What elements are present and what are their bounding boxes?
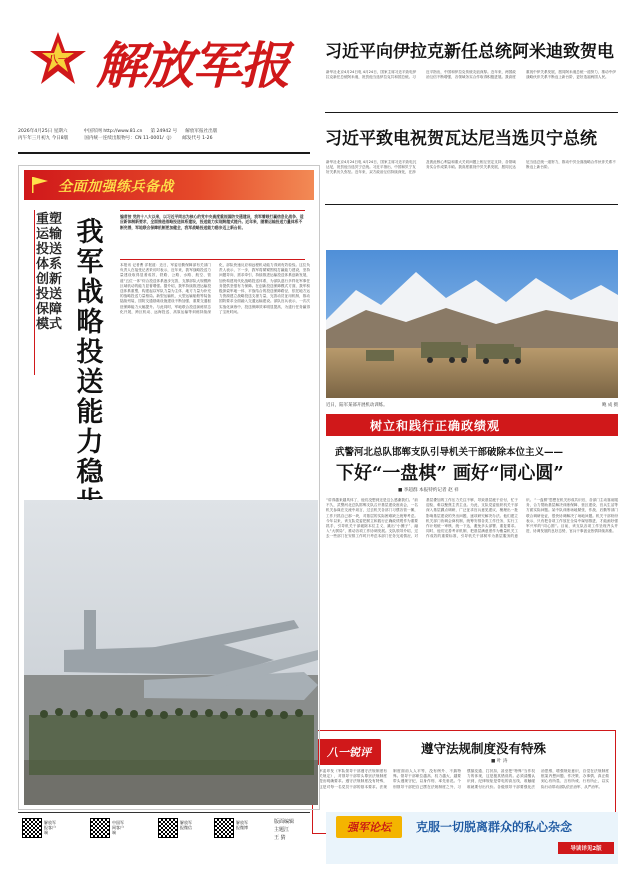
commentary-badge-text: 八一锐评 <box>327 746 371 759</box>
section-title: 树立和践行正确政绩观 <box>370 418 501 433</box>
svg-text:八一: 八一 <box>48 55 68 66</box>
footer-rule <box>18 812 310 813</box>
army-star-emblem <box>28 30 88 88</box>
forum-strip <box>326 812 618 864</box>
feature-title: 我军战略投送能力稳 <box>76 217 104 488</box>
forum-tag-text: 导读详见2版 <box>570 846 602 852</box>
masthead-rule <box>18 152 310 154</box>
story-title: 下好“一盘棋” 画好“同心圆” <box>336 463 564 484</box>
photo-mountain-convoy <box>326 250 618 398</box>
rule-1 <box>325 112 618 113</box>
commentary-title: 遵守法规制度没有特殊 <box>421 741 547 756</box>
editors <box>274 818 308 842</box>
commentary-author: ■ 叶 涛 <box>491 759 508 764</box>
commentary-body: 军委印发《军队领导干部遵守法规制度有关规定》，对领导干部带头尊崇法规制度提出明确要求。遵守法规制度没有特殊，这是对每一名党员干部的基本要求。法规制度面前人人平等，没有例外、不搞特殊。领导干部职位越高、权力越大，越要带头遵规守纪，以身作则、率先垂范。个别领导干部把自己摆在法规制度之外，习惯搞变通、打折扣，甚至把“特殊”当作权力的体现，这是极其错误的。必须清醒认识到，纪律规矩是带电的高压线，谁触碰谁就要付出代价。各级领导干部要强化法治思维，增强规矩意识，自觉在法规制度框架内想问题、作决策、办事情，真正做到心有所畏、言有所戒、行有所止，以实际行动带动部队依法治军、从严治军。 <box>319 769 609 789</box>
story-body: “讲得越来越具体了，他们没想到还是这么感谢我们。”前不久，武警河北总队邯郸支队召开基层建设座谈会，一名机关参谋在交流中坦言，过去机关各部门习惯各管一摊，工作只抓自己那一块，对基层的实际困难缺乏统筹考虑。今年以来，该支队党委把树立和践行正确政绩观作为重要抓手，引导机关干部破除本位主义，跳出“小圈子”、融入“大棋局”，推动各项工作协调发展。支队领导介绍，过去一些部门在安排工作时只考虑本部门任务完成情况，对基层叠加的工作压力关注不够，导致基层疲于应付，忙于迎检，难以聚焦主责主业。为此，支队党委组织机关干部深入基层蹲点调研，广泛征求官兵意见建议，梳理出一批影响基层建设的突出问题，逐项研究解决办法。他们建立机关部门协调会商机制，统筹安排各类工作任务，实行工作计划统一审核、统一下达，避免多头部署、重复要求。同时，他们完善考评机制，把基层满意度作为衡量机关工作成效的重要标准，引导机关干部树牢为基层服务的意识。 “一盘棋”思想在机关形成共识后，各部门主动靠前服务，合力帮助基层解决训练保障、营区建设、官兵生活等方面实际问题。某中队训练场地紧张，作战、后勤等部门联合调研论证，很快协调解决了场地问题。机关干部纷纷表示，只有把各项工作放在全局中谋划推进，才能画好强军兴军的“同心圆”。目前，该支队各项工作呈现齐头并进、协调发展的良好态势，官兵干事创业热情持续高涨。 <box>326 498 618 539</box>
photo-right-caption <box>326 402 618 408</box>
postal-code: 邮发代号 1-26 <box>182 136 213 141</box>
website: 中国军网 http://www.81.cn <box>83 129 143 134</box>
caption-text: 近日，陆军某部开展机动训练。 <box>326 403 388 408</box>
editors-label: 版面编辑 <box>274 819 295 825</box>
story-byline: ■ 李超群 本报特约记者 赵 祥 <box>398 488 459 493</box>
cn-number: 国内统一连续出版物号：CN 11-0001/（J） <box>84 136 175 141</box>
banner-title: 全面加强练兵备战 <box>58 179 174 195</box>
qr-code-app[interactable] <box>22 818 42 838</box>
forum-logo <box>336 816 402 838</box>
forum-tag[interactable] <box>558 842 614 854</box>
headline-1-body: 新华社北京4月24日电 4月24日，国家主席习近平致电伊拉克新任总统阿米迪，祝贺他当选伊拉克共和国总统。习近平指出，中国和伊拉克传统友谊深厚。近年来，两国政治互信不断增强，各领域务实合作取得积极进展。我高度重视中伊关系发展，愿同阿米迪总统一道努力，推动中伊战略伙伴关系不断迈上新台阶，更好造福两国人民。 <box>326 70 616 80</box>
publication-info <box>18 128 308 142</box>
banner-flag-icon <box>30 176 50 194</box>
headline-1: 习近平向伊拉克新任总统阿米迪致贺电 <box>325 42 614 62</box>
qr-label-weibo: 解放军报微博 <box>236 820 248 830</box>
qr-code-wechat[interactable] <box>158 818 178 838</box>
feature-subtitle: 重塑运输投送体系 创新投送保障模式 <box>35 212 62 332</box>
story-kicker: 武警河北总队邯郸支队引导机关干部破除本位主义—— <box>335 447 564 458</box>
photo-airlift <box>24 500 318 805</box>
headline-2-body: 新华社北京4月24日电 4月24日，国家主席习近平致电瓦达尼，祝贺他当选贝宁总统。习近平指出，中国和贝宁友好关系历久弥坚。近年来，双方政治互信持续深化，在涉及彼此核心利益和重大关切问题上相互坚定支持，各领域务实合作成果丰硕。我高度重视中贝关系发展，愿同瓦达尼当选总统一道努力，推动中贝全面战略合作伙伴关系不断迈上新台阶。 <box>326 160 616 175</box>
feature-body: 本报讯 记者曹 洋报道：近日，军委后勤保障部有关部门负责人在接受记者采访时表示，近年来，我军战略投送力量建设取得显著成效，铁路、公路、水路、航空、管道“五位一体”综合投送体系逐步完善，支撑部队大规模跨区域机动的能力显著增强。据介绍，我军持续推进运输投送体系重塑，构建起以军队力量为主体、地方力量为补充的战略投送力量格局。新型运输机、大型运输船舶等装备陆续列装，国防交通基础设施建设不断加强，重要交通枢纽保障能力大幅提升。与此同时，军地联合投送演练常态化开展，跨区机动、远海投送、高原运输等训练持续深化，部队快速反应和远程机动能力得到有效检验。这位负责人表示，下一步，我军将紧紧围绕打赢能力建设，坚持问题导向、需求牵引，持续推进运输投送体系创新发展，加快构建现代化战略投送体系，为部队遂行多样化军事任务提供坚强有力保障。在创新投送保障模式方面，我军积极探索军地一体、平战结合的投送保障路径，依托地方运力资源建立战略投送支援力量，完善动员征用机制，推动国防要求全面融入交通运输建设。部队官兵表示，一次次实战化演练中，投送保障效率明显提高，为遂行任务赢得了宝贵时间。 <box>120 263 310 314</box>
footer <box>18 812 310 864</box>
photo-credit: 鲍 成 摄 <box>602 403 618 408</box>
editor-2: 王 猜 <box>274 835 286 841</box>
headline-2: 习近平致电祝贺瓦达尼当选贝宁总统 <box>325 129 597 149</box>
rule-2 <box>325 204 618 205</box>
forum-title: 克服一切脱离群众的私心杂念 <box>416 820 573 834</box>
lunar-line: 丙午年三月初九 今日8版 <box>18 136 69 141</box>
forum-column-name: 强军论坛 <box>347 821 391 834</box>
masthead <box>18 20 308 130</box>
qr-label-wechat: 解放军报微信 <box>180 820 192 830</box>
date-line: 2026年4月25日 星期六 <box>18 129 68 134</box>
publisher: 解放军报社出版 <box>185 129 218 134</box>
commentary-badge <box>317 739 381 765</box>
editor-1: 主题江 <box>274 827 290 833</box>
newspaper-title: 解放军报 <box>96 36 288 95</box>
qr-code-weibo[interactable] <box>214 818 234 838</box>
section-bar <box>326 414 618 436</box>
feature-lead: 编者按 党的十八大以来，以习近平同志为核心的党中央高度重视国防交通建设，我军着眼打赢信息化战争、适应新体制新要求，全面推进战略投送体系建设，投送能力实现跨越式提升。近年来，随着运输投送力量体系不断完善，军地联合保障机制更加健全，我军战略投送能力稳步迈上新台阶。 <box>120 210 305 260</box>
qr-label-app: 解放军报客户端 <box>44 820 56 835</box>
qr-label-web: 中国军网客户端 <box>112 820 124 835</box>
issue-number: 第 24942 号 <box>150 129 178 134</box>
qr-code-web[interactable] <box>90 818 110 838</box>
